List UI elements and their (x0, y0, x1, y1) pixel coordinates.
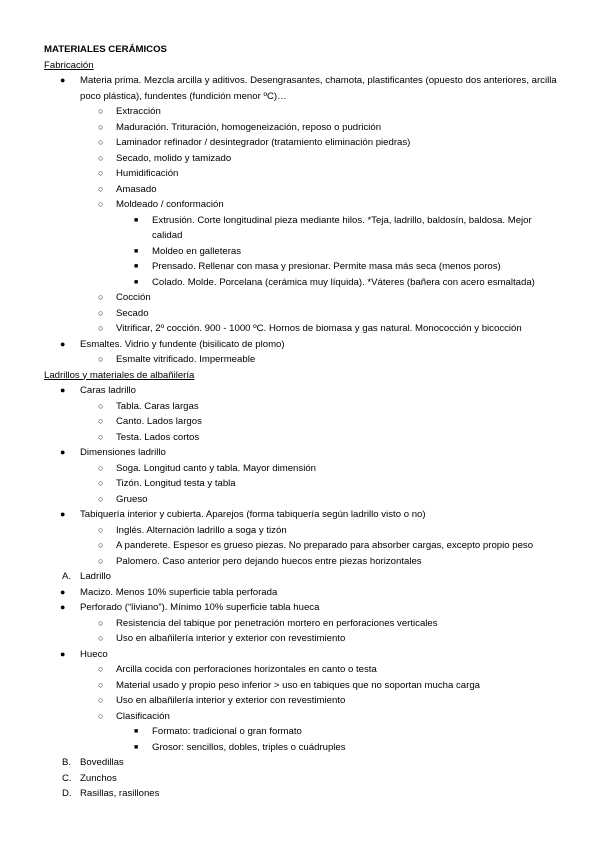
list-item-text: Extracción (116, 106, 161, 117)
list-item-text: Uso en albañilería interior y exterior con revestimiento (116, 695, 346, 706)
list-item (44, 259, 560, 275)
bullet-icon: ● (60, 586, 66, 597)
list-item-dimensiones (44, 445, 560, 507)
dimensiones-list (44, 461, 560, 508)
list-item-materia-prima (44, 73, 560, 337)
list-item-text: A panderete. Espesor es grueso piezas. No preparado para absorber cargas, excepto propio peso (116, 540, 534, 551)
square-bullet-icon: ■ (134, 247, 139, 255)
list-item-rasillas (44, 786, 560, 802)
list-item-text: Arcilla cocida con perforaciones horizontales en canto o testa (116, 664, 377, 675)
circle-bullet-icon: ○ (98, 633, 104, 643)
list-item-text: Hueco (80, 648, 108, 660)
circle-bullet-icon: ○ (98, 400, 104, 411)
list-item-moldeado (44, 197, 560, 290)
list-item-text: Material usado y propio peso inferior > uso en tabiques que no soportan mucha carga (116, 679, 480, 691)
perforado-list (44, 616, 560, 647)
document-title: MATERIALES CERÁMICOS (44, 44, 167, 55)
list-item-text: Zunchos (80, 772, 117, 784)
circle-bullet-icon: ○ (98, 493, 104, 504)
list-item (44, 492, 560, 508)
section-heading-fabricacion: Fabricación (44, 59, 94, 71)
list-item (44, 740, 560, 756)
list-item-text: Amasado (116, 183, 157, 195)
list-item-text: Materia prima. Mezcla arcilla y aditivos. Desengrasantes, chamota, plastificantes (opuesto dos anteriores, arcilla poco plástica), fundentes (fundición menor ºC)… (80, 75, 557, 102)
circle-bullet-icon: ○ (98, 617, 104, 628)
fabricacion-steps-list (44, 104, 560, 337)
circle-bullet-icon: ○ (98, 462, 104, 473)
list-item (44, 678, 560, 694)
list-item-text: Tabiquería interior y cubierta. Aparejos (forma tabiquería según ladrillo visto o no) (80, 509, 426, 520)
list-item-caras (44, 383, 560, 445)
list-item-text: Humidificación (116, 168, 179, 179)
circle-bullet-icon: ○ (98, 292, 104, 302)
list-item (44, 151, 560, 167)
list-item (44, 523, 560, 539)
bullet-icon: ● (60, 385, 66, 395)
ladrillo-tipos-list (44, 585, 560, 756)
circle-bullet-icon: ○ (98, 416, 104, 426)
bullet-icon: ● (60, 509, 66, 519)
fabricacion-list (44, 73, 560, 368)
list-item-text: Extrusión. Corte longitudinal pieza mediante hilos. *Teja, ladrillo, baldosín, baldosa. Mejor calidad (152, 214, 532, 241)
circle-bullet-icon: ○ (98, 695, 104, 705)
bullet-icon: ● (60, 75, 66, 85)
list-item-text: Clasificación (116, 710, 170, 722)
circle-bullet-icon: ○ (98, 679, 104, 690)
list-item (44, 554, 560, 570)
circle-bullet-icon: ○ (98, 524, 104, 535)
circle-bullet-icon: ○ (98, 354, 104, 364)
esmaltes-list (44, 352, 560, 368)
list-item (44, 321, 560, 337)
list-item-text: Palomero. Caso anterior pero dejando huecos entre piezas horizontales (116, 555, 422, 567)
list-letter: A. (62, 571, 72, 582)
bullet-icon: ● (60, 338, 66, 349)
list-item-text: Moldeado / conformación (116, 199, 224, 210)
list-item-hueco (44, 647, 560, 756)
list-item-text: Perforado (“liviano”). Mínimo 10% superficie tabla hueca (80, 602, 320, 613)
list-item-text: Caras ladrillo (80, 385, 136, 396)
list-letter: C. (62, 772, 72, 784)
moldeado-list (44, 213, 560, 291)
circle-bullet-icon: ○ (98, 152, 104, 163)
list-item-bovedillas (44, 755, 560, 771)
circle-bullet-icon: ○ (98, 121, 104, 132)
circle-bullet-icon: ○ (98, 183, 104, 194)
list-item-text: Inglés. Alternación ladrillo a soga y tizón (116, 524, 287, 536)
list-item-text: Esmalte vitrificado. Impermeable (116, 354, 256, 365)
list-item-tabiqueria (44, 507, 560, 569)
list-item (44, 693, 560, 709)
list-item-text: Bovedillas (80, 757, 124, 768)
list-letter: B. (62, 757, 72, 768)
square-bullet-icon: ■ (134, 278, 139, 286)
list-item-text: Moldeo en galleteras (152, 245, 242, 257)
list-item-text: Resistencia del tabique por penetración mortero en perforaciones verticales (116, 617, 438, 629)
list-item (44, 399, 560, 415)
list-item-text: Rasillas, rasillones (80, 788, 160, 799)
bullet-icon: ● (60, 447, 66, 457)
ladrillos-list (44, 383, 560, 569)
hueco-list (44, 662, 560, 755)
list-item (44, 538, 560, 554)
list-item-text: Canto. Lados largos (116, 416, 202, 427)
circle-bullet-icon: ○ (98, 478, 104, 488)
list-item-text: Esmaltes. Vidrio y fundente (bisilicato de plomo) (80, 338, 285, 350)
list-item (44, 244, 560, 260)
list-item-perforado (44, 600, 560, 647)
list-item-text: Secado (116, 307, 149, 319)
list-item-text: Formato: tradicional o gran formato (152, 726, 302, 737)
list-item-text: Secado, molido y tamizado (116, 152, 232, 164)
list-item (44, 414, 560, 430)
tabiqueria-list (44, 523, 560, 570)
list-item-text: Grueso (116, 493, 148, 505)
list-item (44, 306, 560, 322)
bullet-icon: ● (60, 602, 66, 612)
square-bullet-icon: ■ (134, 216, 139, 224)
circle-bullet-icon: ○ (98, 555, 104, 566)
list-item-text: Prensado. Rellenar con masa y presionar. Permite masa más seca (menos poros) (152, 261, 501, 272)
list-item-text: Tizón. Longitud testa y tabla (116, 478, 236, 489)
list-item-text: Testa. Lados cortos (116, 431, 200, 443)
list-item (44, 275, 560, 291)
list-item (44, 616, 560, 632)
list-item (44, 461, 560, 477)
list-letter: D. (62, 788, 72, 799)
list-item-text: Dimensiones ladrillo (80, 447, 166, 458)
list-item-text: Laminador refinador / desintegrador (tratamiento eliminación piedras) (116, 137, 411, 148)
list-item-text: Soga. Longitud canto y tabla. Mayor dimensión (116, 462, 316, 474)
list-item (44, 166, 560, 182)
square-bullet-icon: ■ (134, 263, 139, 270)
circle-bullet-icon: ○ (98, 137, 104, 147)
list-item-text: Vitrificar, 2º cocción. 900 - 1000 ºC. Hornos de biomasa y gas natural. Monococción y bicocción (116, 323, 522, 334)
list-item-text: Uso en albañilería interior y exterior con revestimiento (116, 633, 346, 644)
square-bullet-icon: ■ (134, 743, 139, 751)
list-item (44, 213, 560, 244)
lettered-list-bcd (44, 755, 560, 802)
circle-bullet-icon: ○ (98, 540, 104, 550)
list-item (44, 135, 560, 151)
circle-bullet-icon: ○ (98, 307, 104, 318)
list-item-text: Macizo. Menos 10% superficie tabla perforada (80, 586, 278, 598)
list-item (44, 662, 560, 678)
circle-bullet-icon: ○ (98, 168, 104, 178)
list-item (44, 724, 560, 740)
list-item-text: Tabla. Caras largas (116, 400, 199, 412)
list-item (44, 352, 560, 368)
circle-bullet-icon: ○ (98, 106, 104, 116)
circle-bullet-icon: ○ (98, 431, 104, 442)
list-item (44, 476, 560, 492)
list-item-ladrillo (44, 569, 560, 585)
list-item-text: Ladrillo (80, 571, 111, 582)
list-item-macizo (44, 585, 560, 601)
list-item-text: Maduración. Trituración, homogeneización, reposo o pudrición (116, 121, 382, 133)
section-heading-ladrillos: Ladrillos y materiales de albañilería (44, 369, 195, 381)
list-item-text: Colado. Molde. Porcelana (cerámica muy líquida). *Váteres (bañera con acero esmaltada) (152, 276, 535, 288)
circle-bullet-icon: ○ (98, 199, 104, 209)
clasificacion-list (44, 724, 560, 755)
list-item-zunchos (44, 771, 560, 787)
circle-bullet-icon: ○ (98, 710, 104, 721)
list-item-clasificacion (44, 709, 560, 756)
circle-bullet-icon: ○ (98, 323, 104, 333)
list-item (44, 430, 560, 446)
square-bullet-icon: ■ (134, 728, 139, 735)
list-item (44, 290, 560, 306)
list-item (44, 104, 560, 120)
list-item-text: Grosor: sencillos, dobles, triples o cuádruples (152, 741, 346, 753)
list-item (44, 120, 560, 136)
list-item-text: Cocción (116, 292, 151, 303)
list-item (44, 631, 560, 647)
list-item-esmaltes (44, 337, 560, 368)
lettered-list-a (44, 569, 560, 585)
circle-bullet-icon: ○ (98, 664, 104, 674)
list-item (44, 182, 560, 198)
bullet-icon: ● (60, 648, 66, 659)
caras-list (44, 399, 560, 446)
